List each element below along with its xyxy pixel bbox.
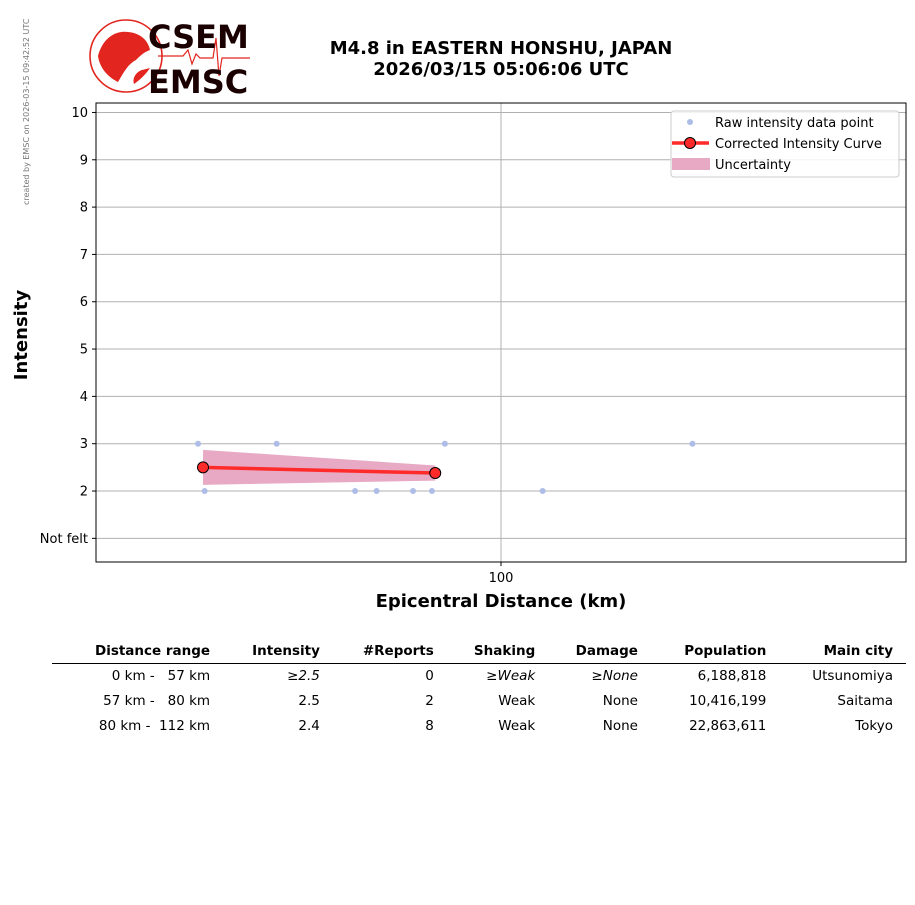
cell-shaking: Weak (498, 718, 536, 734)
col-damage: Damage (548, 640, 651, 664)
y-tick-label: 7 (79, 247, 88, 263)
y-tick-label: 5 (79, 342, 88, 358)
raw-data-point (540, 488, 546, 494)
raw-data-point (274, 441, 280, 447)
cell-damage: ≥None (591, 668, 638, 684)
raw-data-point (352, 488, 358, 494)
logo-top-text: CSEM (148, 18, 249, 56)
credit-note: created by EMSC on 2026-03-15 09:42:52 UTC (22, 18, 31, 205)
intensity-summary-table (52, 640, 906, 739)
table-header-row (52, 640, 906, 664)
cell-shaking: ≥Weak (486, 668, 536, 684)
raw-data-point (374, 488, 380, 494)
cell-reports: 2 (425, 693, 434, 709)
legend-swatch-band (672, 158, 710, 170)
y-axis-label: Intensity (11, 289, 32, 381)
y-tick-label: 2 (79, 484, 88, 500)
y-tick-label: 3 (79, 437, 88, 453)
table-row (52, 664, 906, 690)
legend-swatch-curve-marker (685, 138, 696, 149)
table-row (52, 689, 906, 714)
cell-intensity: ≥2.5 (287, 668, 320, 684)
cell-city: Utsunomiya (812, 668, 893, 684)
col-shaking: Shaking (447, 640, 548, 664)
cell-city: Tokyo (855, 718, 893, 734)
logo-bottom-text: EMSC (148, 63, 249, 98)
curve-marker (198, 462, 209, 473)
col-population: Population (651, 640, 779, 664)
col-distance-range: Distance range (52, 640, 223, 664)
y-tick-label: 6 (79, 295, 88, 311)
x-tick-label: 100 (488, 571, 514, 586)
curve-marker (430, 468, 441, 479)
cell-intensity: 2.4 (298, 718, 320, 734)
raw-data-point (442, 441, 448, 447)
col-reports: #Reports (333, 640, 447, 664)
table-row (52, 714, 906, 739)
cell-population: 22,863,611 (689, 718, 767, 734)
legend-label: Raw intensity data point (715, 116, 874, 131)
y-tick-label: 4 (79, 389, 88, 405)
cell-reports: 0 (425, 668, 434, 684)
cell-population: 10,416,199 (689, 693, 767, 709)
y-tick-label: 9 (79, 153, 88, 169)
x-axis-label: Epicentral Distance (km) (375, 591, 627, 612)
raw-data-point (429, 488, 435, 494)
cell-damage: None (602, 693, 638, 709)
legend-label: Corrected Intensity Curve (715, 137, 882, 152)
title-line-2: 2026/03/15 05:06:06 UTC (373, 59, 629, 80)
raw-data-point (195, 441, 201, 447)
cell-city: Saitama (837, 693, 893, 709)
col-main-city: Main city (779, 640, 906, 664)
y-tick-label: 10 (71, 105, 88, 121)
ticks-layer (40, 106, 514, 586)
y-tick-label: 8 (79, 200, 88, 216)
cell-shaking: Weak (498, 693, 536, 709)
legend-swatch-raw (687, 119, 693, 125)
col-intensity: Intensity (223, 640, 333, 664)
cell-intensity: 2.5 (298, 693, 320, 709)
raw-data-point (202, 488, 208, 494)
title-line-1: M4.8 in EASTERN HONSHU, JAPAN (329, 38, 673, 59)
y-tick-label: Not felt (39, 531, 88, 547)
cell-range: 57 km - 80 km (103, 693, 211, 709)
cell-reports: 8 (425, 718, 434, 734)
raw-data-point (410, 488, 416, 494)
legend-label: Uncertainty (715, 158, 791, 173)
cell-population: 6,188,818 (697, 668, 767, 684)
cell-range: 0 km - 57 km (111, 668, 211, 684)
raw-data-point (689, 441, 695, 447)
cell-range: 80 km - 112 km (98, 718, 211, 734)
cell-damage: None (602, 718, 638, 734)
legend (671, 111, 899, 177)
